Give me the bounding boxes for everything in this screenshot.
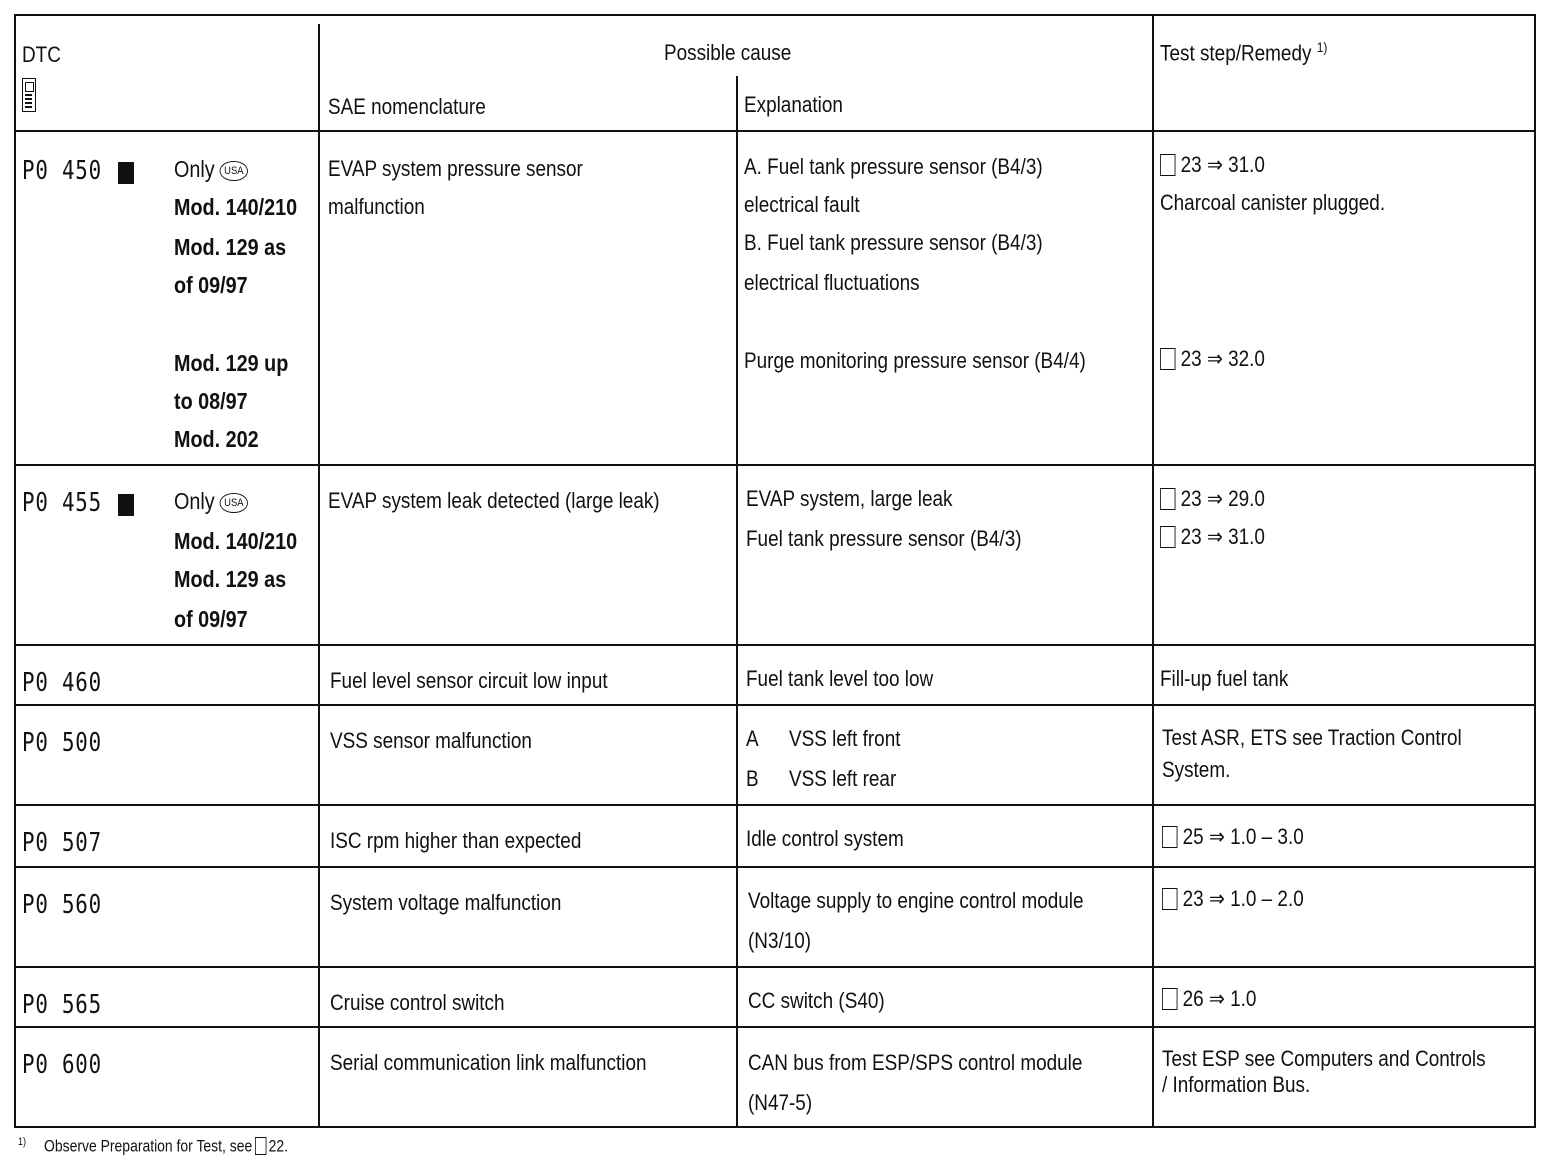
dtc-code: P0 565 bbox=[22, 990, 102, 1020]
col-divider-2 bbox=[736, 76, 738, 1128]
explanation-label: B bbox=[746, 766, 759, 791]
sae-text: Fuel level sensor circuit low input bbox=[330, 668, 608, 693]
sae-text: ISC rpm higher than expected bbox=[330, 828, 582, 853]
dtc-code: P0 500 bbox=[22, 728, 102, 758]
arrow-icon: ⇒ bbox=[1206, 524, 1223, 549]
remedy-ref bbox=[1162, 880, 1304, 918]
explanation-text: electrical fluctuations bbox=[744, 270, 920, 295]
remedy-ref bbox=[1162, 818, 1304, 856]
col-divider-3 bbox=[1152, 16, 1154, 1128]
dtc-table bbox=[14, 14, 1536, 1128]
explanation-text bbox=[746, 720, 900, 758]
remedy-text: Fill-up fuel tank bbox=[1160, 666, 1289, 691]
remedy-ref bbox=[1160, 146, 1265, 184]
model-note bbox=[174, 482, 248, 520]
dtc-code: P0 560 bbox=[22, 890, 102, 920]
header-sae-nomenclature: SAE nomenclature bbox=[328, 94, 486, 119]
model-note: Mod. 202 bbox=[174, 426, 259, 452]
model-note: Mod. 129 as bbox=[174, 234, 287, 260]
footnote-marker: 1) bbox=[18, 1136, 27, 1148]
ref-number: 23 bbox=[1180, 152, 1202, 177]
ref-number: 26 bbox=[1182, 986, 1204, 1011]
explanation-text: (N47-5) bbox=[748, 1090, 813, 1115]
header-possible-cause: Possible cause bbox=[664, 40, 792, 65]
explanation-text: EVAP system, large leak bbox=[746, 486, 953, 511]
manual-ref-box-icon bbox=[1162, 888, 1177, 910]
header-divider bbox=[16, 130, 1536, 132]
model-note: to 08/97 bbox=[174, 388, 248, 414]
explanation-text: B. Fuel tank pressure sensor (B4/3) bbox=[744, 230, 1043, 255]
arrow-icon: ⇒ bbox=[1206, 486, 1223, 511]
explanation-label: A bbox=[746, 726, 759, 751]
manual-ref-box-icon bbox=[1160, 348, 1175, 370]
dtc-code: P0 507 bbox=[22, 828, 102, 858]
sae-text: EVAP system leak detected (large leak) bbox=[328, 488, 660, 513]
manual-ref-box-icon bbox=[1162, 826, 1177, 848]
arrow-icon: ⇒ bbox=[1206, 346, 1223, 371]
explanation-text: electrical fault bbox=[744, 192, 860, 217]
remedy-text: Charcoal canister plugged. bbox=[1160, 190, 1386, 215]
remedy-ref bbox=[1160, 518, 1265, 556]
footnote-text: Observe Preparation for Test, see bbox=[44, 1136, 253, 1156]
header-dtc: DTC bbox=[22, 42, 61, 67]
sae-text: VSS sensor malfunction bbox=[330, 728, 532, 753]
dtc-code: P0 455 bbox=[22, 488, 102, 518]
model-note: Mod. 140/210 bbox=[174, 528, 298, 554]
explanation-text: CAN bus from ESP/SPS control module bbox=[748, 1050, 1083, 1075]
ref-number: 23 bbox=[1180, 346, 1202, 371]
explanation-text: A. Fuel tank pressure sensor (B4/3) bbox=[744, 154, 1043, 179]
ref-number: 23 bbox=[1180, 524, 1202, 549]
ref-number: 25 bbox=[1182, 824, 1204, 849]
explanation-text: Idle control system bbox=[746, 826, 904, 851]
dtc-code: P0 460 bbox=[22, 668, 102, 698]
sae-text: Cruise control switch bbox=[330, 990, 505, 1015]
arrow-icon: ⇒ bbox=[1208, 824, 1225, 849]
remedy-text: Test ASR, ETS see Traction Control System. bbox=[1162, 725, 1462, 782]
manual-ref-box-icon bbox=[1160, 488, 1175, 510]
row-divider bbox=[16, 866, 1536, 868]
row-divider bbox=[16, 704, 1536, 706]
explanation-text: Purge monitoring pressure sensor (B4/4) bbox=[744, 348, 1086, 373]
arrow-icon: ⇒ bbox=[1208, 886, 1225, 911]
model-note: of 09/97 bbox=[174, 272, 248, 298]
sae-text: EVAP system pressure sensor bbox=[328, 156, 583, 181]
remedy-text: Test ESP see Computers and Controls / Information Bus. bbox=[1162, 1046, 1486, 1097]
model-note-only: Only bbox=[174, 488, 215, 514]
ref-value: 31.0 bbox=[1228, 152, 1265, 177]
explanation-text: Fuel tank pressure sensor (B4/3) bbox=[746, 526, 1022, 551]
ref-value: 29.0 bbox=[1228, 486, 1265, 511]
manual-ref-box-icon bbox=[255, 1137, 266, 1155]
explanation-value: VSS left rear bbox=[789, 766, 897, 791]
footnote-ref: 22. bbox=[268, 1136, 289, 1156]
manual-ref-box-icon bbox=[1160, 154, 1175, 176]
explanation-text: CC switch (S40) bbox=[748, 988, 885, 1013]
remedy-ref bbox=[1160, 480, 1265, 518]
model-note: Mod. 129 up bbox=[174, 350, 289, 376]
model-note-only: Only bbox=[174, 156, 215, 182]
manual-ref-box-icon bbox=[1160, 526, 1175, 548]
indicator-block-icon bbox=[118, 162, 134, 184]
dtc-code: P0 450 bbox=[22, 156, 102, 186]
indicator-block-icon bbox=[118, 494, 134, 516]
footnote bbox=[18, 1136, 288, 1157]
header-test-step-label: Test step/Remedy bbox=[1160, 40, 1312, 66]
sae-text: Serial communication link malfunction bbox=[330, 1050, 647, 1075]
dtc-code: P0 600 bbox=[22, 1050, 102, 1080]
ref-value: 32.0 bbox=[1228, 346, 1265, 371]
explanation-text: (N3/10) bbox=[748, 928, 812, 953]
arrow-icon: ⇒ bbox=[1206, 152, 1223, 177]
arrow-icon: ⇒ bbox=[1208, 986, 1225, 1011]
row-divider bbox=[16, 804, 1536, 806]
model-note: Mod. 140/210 bbox=[174, 194, 298, 220]
header-test-step-footnote-marker: 1) bbox=[1316, 39, 1328, 55]
model-note bbox=[174, 150, 248, 188]
sae-text: malfunction bbox=[328, 194, 425, 219]
usa-badge-icon: USA bbox=[220, 493, 248, 513]
remedy-ref bbox=[1160, 340, 1265, 378]
col-divider-1 bbox=[318, 24, 320, 1128]
header-explanation: Explanation bbox=[744, 92, 843, 117]
row-divider bbox=[16, 464, 1536, 466]
ref-number: 23 bbox=[1180, 486, 1202, 511]
header-test-step bbox=[1160, 28, 1327, 72]
scanner-icon bbox=[22, 78, 36, 112]
row-divider bbox=[16, 1026, 1536, 1028]
ref-value: 1.0 – 2.0 bbox=[1230, 886, 1304, 911]
ref-value: 31.0 bbox=[1228, 524, 1265, 549]
explanation-value: VSS left front bbox=[789, 726, 901, 751]
manual-ref-box-icon bbox=[1162, 988, 1177, 1010]
explanation-text bbox=[746, 760, 896, 798]
sae-text: System voltage malfunction bbox=[330, 890, 562, 915]
explanation-text: Voltage supply to engine control module bbox=[748, 888, 1084, 913]
usa-badge-icon: USA bbox=[220, 161, 248, 181]
remedy-ref bbox=[1162, 980, 1256, 1018]
ref-value: 1.0 – 3.0 bbox=[1230, 824, 1304, 849]
ref-number: 23 bbox=[1182, 886, 1204, 911]
model-note: Mod. 129 as bbox=[174, 566, 287, 592]
ref-value: 1.0 bbox=[1230, 986, 1257, 1011]
row-divider bbox=[16, 644, 1536, 646]
explanation-text: Fuel tank level too low bbox=[746, 666, 934, 691]
model-note: of 09/97 bbox=[174, 606, 248, 632]
row-divider bbox=[16, 966, 1536, 968]
